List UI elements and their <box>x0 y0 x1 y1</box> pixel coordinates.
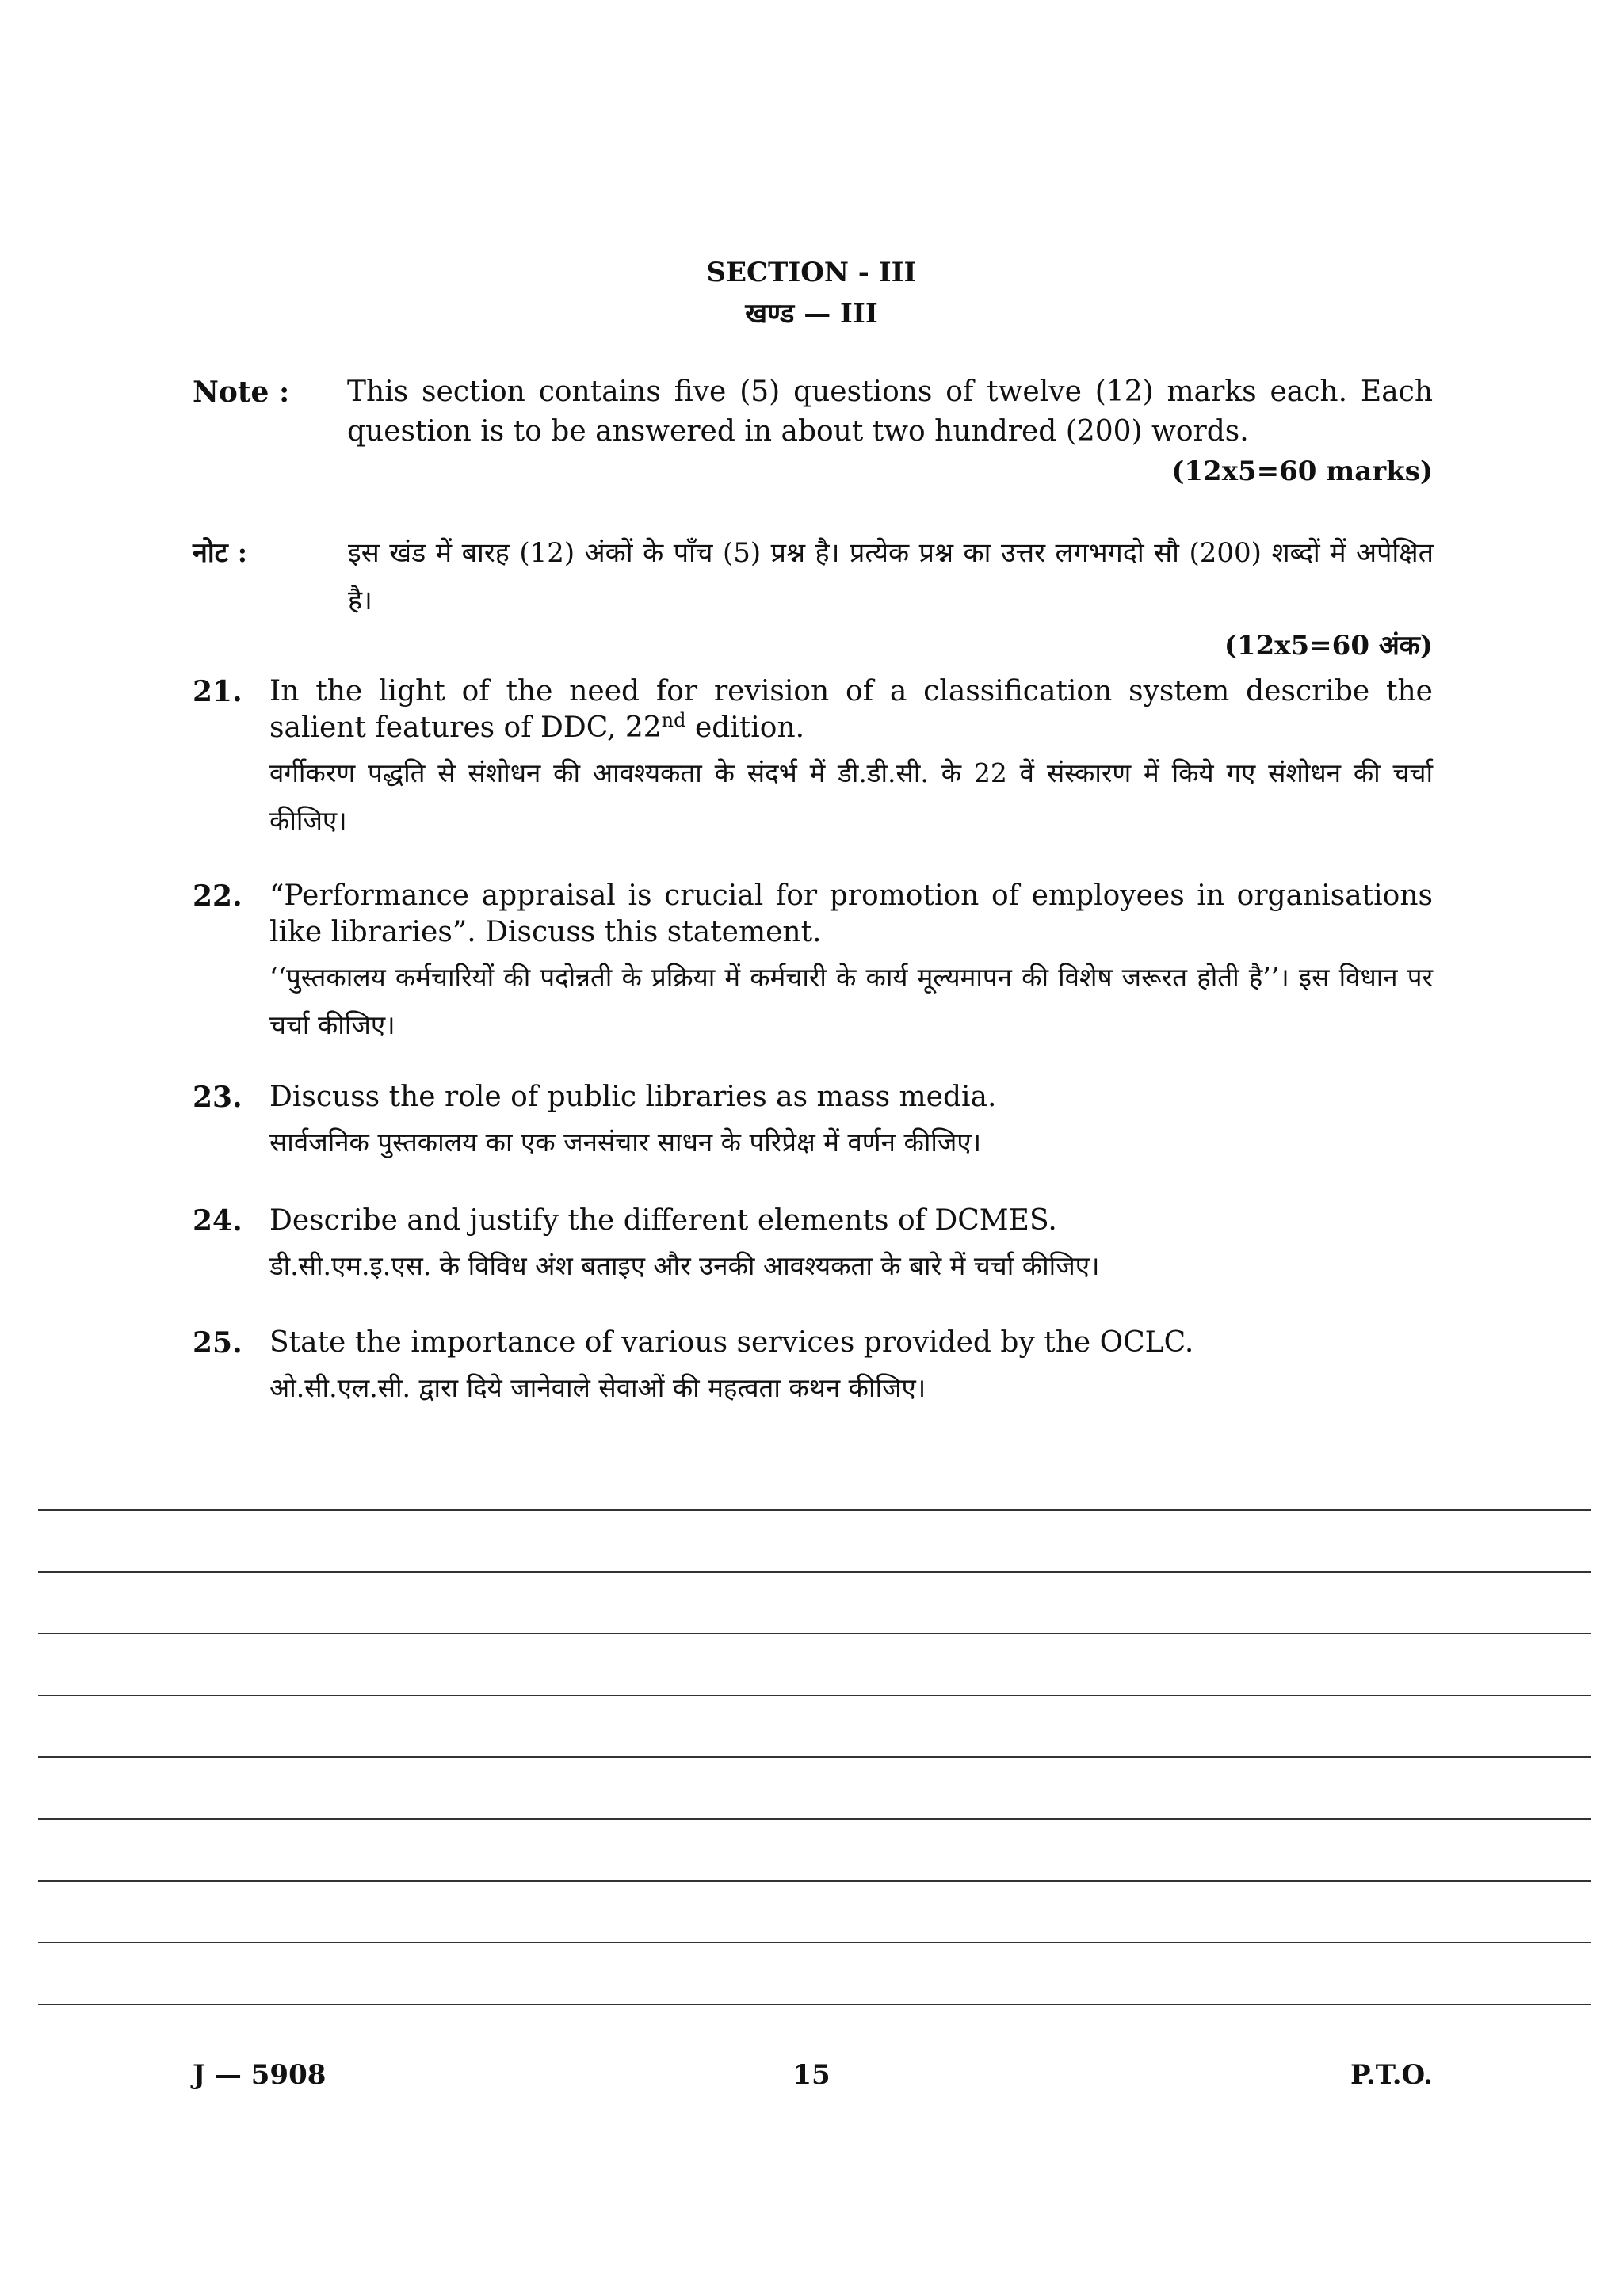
question-text-english: “Performance appraisal is crucial for promotion of employees in organisations like libraries”. Discuss this statement. <box>269 879 1433 948</box>
note-label-english: Note : <box>193 376 290 409</box>
question-number: 21. <box>193 675 242 708</box>
please-turn-over: P.T.O. <box>1350 2059 1433 2091</box>
page-number: 15 <box>792 2059 831 2091</box>
question-text-english-part: In the light of the need for revision of a classification system describe the salient features of DDC, 22 <box>269 675 1433 744</box>
question-text-english: Discuss the role of public libraries as mass media. <box>269 1081 997 1113</box>
question-text-hindi: सार्वजनिक पुस्तकालय का एक जनसंचार साधन के परिप्रेक्ष में वर्णन कीजिए। <box>269 1127 982 1158</box>
note-label-hindi: नोट : <box>193 537 248 569</box>
answer-line <box>38 1509 1591 1511</box>
question-text-english <box>269 673 1433 746</box>
section-title-hindi: खण्ड — III <box>745 298 878 330</box>
section-title-english: SECTION - III <box>706 257 917 288</box>
question-text-english-end: edition. <box>685 711 805 744</box>
question-number: 23. <box>193 1081 242 1114</box>
marks-hindi: (12x5=60 अंक) <box>1224 630 1433 662</box>
answer-line <box>38 2004 1591 2005</box>
question-text-english: Describe and justify the different elements of DCMES. <box>269 1204 1057 1237</box>
marks-english: (12x5=60 marks) <box>1171 456 1433 487</box>
question-number: 24. <box>193 1204 242 1238</box>
question-text-hindi: ‘‘पुस्तकालय कर्मचारियों की पदोन्नती के प्रक्रिया में कर्मचारी के कार्य मूल्यमापन की विशेष जरूरत होती है’’। इस विधान पर चर्चा कीजिए। <box>269 962 1433 1040</box>
question-text-english: State the importance of various services provided by the OCLC. <box>269 1326 1194 1359</box>
answer-line <box>38 1880 1591 1882</box>
answer-line <box>38 1633 1591 1634</box>
question-number: 22. <box>193 879 242 913</box>
ordinal-suffix: nd <box>661 709 686 731</box>
question-text-hindi: ओ.सी.एल.सी. द्वारा दिये जानेवाले सेवाओं की महत्वता कथन कीजिए। <box>269 1372 926 1403</box>
paper-code: J — 5908 <box>193 2059 327 2091</box>
question-text <box>269 1325 1433 1412</box>
question-text-hindi: डी.सी.एम.इ.एस. के विविध अंश बताइए और उनकी आवश्यकता के बारे में चर्चा कीजिए। <box>269 1250 1100 1281</box>
answer-line <box>38 1818 1591 1820</box>
answer-line <box>38 1942 1591 1943</box>
question-text-hindi: वर्गीकरण पद्धति से संशोधन की आवश्यकता के संदर्भ में डी.डी.सी. के 22 वें संस्कारण में किये गए संशोधन की चर्चा कीजिए। <box>269 757 1433 836</box>
question-text <box>269 878 1433 1049</box>
question-number: 25. <box>193 1326 242 1360</box>
question-text <box>269 1203 1433 1290</box>
answer-line <box>38 1756 1591 1758</box>
question-text <box>269 673 1433 845</box>
answer-line <box>38 1695 1591 1696</box>
answer-line <box>38 1571 1591 1573</box>
note-text-hindi: इस खंड में बारह (12) अंकों के पाँच (5) प्रश्न है। प्रत्येक प्रश्न का उत्तर लगभगदो सौ (200) शब्दों में अपेक्षित है। <box>348 537 1434 616</box>
question-text <box>269 1079 1433 1166</box>
note-text-english: This section contains five (5) questions of twelve (12) marks each. Each question is to be answered in about two hundred (200) words. <box>347 376 1433 448</box>
